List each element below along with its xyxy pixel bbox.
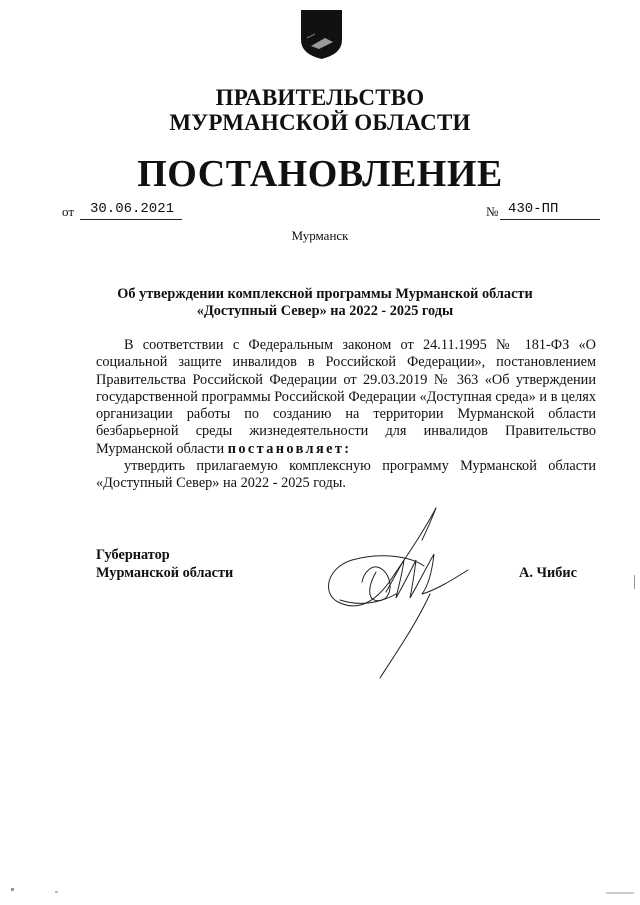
government-name-line1: ПРАВИТЕЛЬСТВО [215, 85, 425, 110]
signatory-title [96, 546, 233, 582]
subject-line2: «Доступный Север» на 2022 - 2025 годы [196, 303, 454, 319]
document-date: 30.06.2021 [80, 201, 182, 220]
government-name-line2: МУРМАНСКОЙ ОБЛАСТИ [169, 110, 471, 135]
body-paragraph-1 [96, 337, 596, 458]
signatory-title-line2: Мурманской области [96, 565, 234, 581]
scan-mark [606, 892, 634, 894]
signatory-title-line1: Губернатор [96, 547, 170, 563]
scan-mark [634, 575, 635, 589]
document-type-title: ПОСТАНОВЛЕНИЕ [137, 153, 503, 195]
document-city: Мурманск [291, 228, 349, 243]
number-prefix: № [486, 204, 499, 219]
document-subject [80, 286, 570, 320]
preamble-text: В соответствии с Федеральным законом от 24.11.1995 № 181-ФЗ «О социальной защите инвалидов в Российской Федерации», постановлением Правительства Российской Федерации от 29.03.2019 № 363 «Об утверждении государственной программы Российской Федерации «Доступная среда» и в целях организации работы по созданию на территории Мурманской области безбарьерной среды жизнедеятельности для инвалидов Правительство Мурманской области [96, 337, 596, 457]
coat-of-arms-icon [299, 8, 344, 60]
date-prefix: от [62, 204, 75, 219]
body-paragraph-2: утвердить прилагаемую комплексную программу Мурманской области «Доступный Север» на 2022 - 2025 годы. [96, 458, 596, 492]
subject-line1: Об утверждении комплексной программы Мурманской области [117, 286, 533, 302]
handwritten-signature [318, 494, 488, 684]
scan-mark [55, 891, 58, 893]
document-number: 430-ПП [500, 201, 600, 220]
document-body [96, 337, 596, 493]
resolves-word: постановляет: [227, 440, 352, 457]
scan-mark [11, 888, 14, 891]
signer-name: А. Чибис [519, 565, 577, 581]
